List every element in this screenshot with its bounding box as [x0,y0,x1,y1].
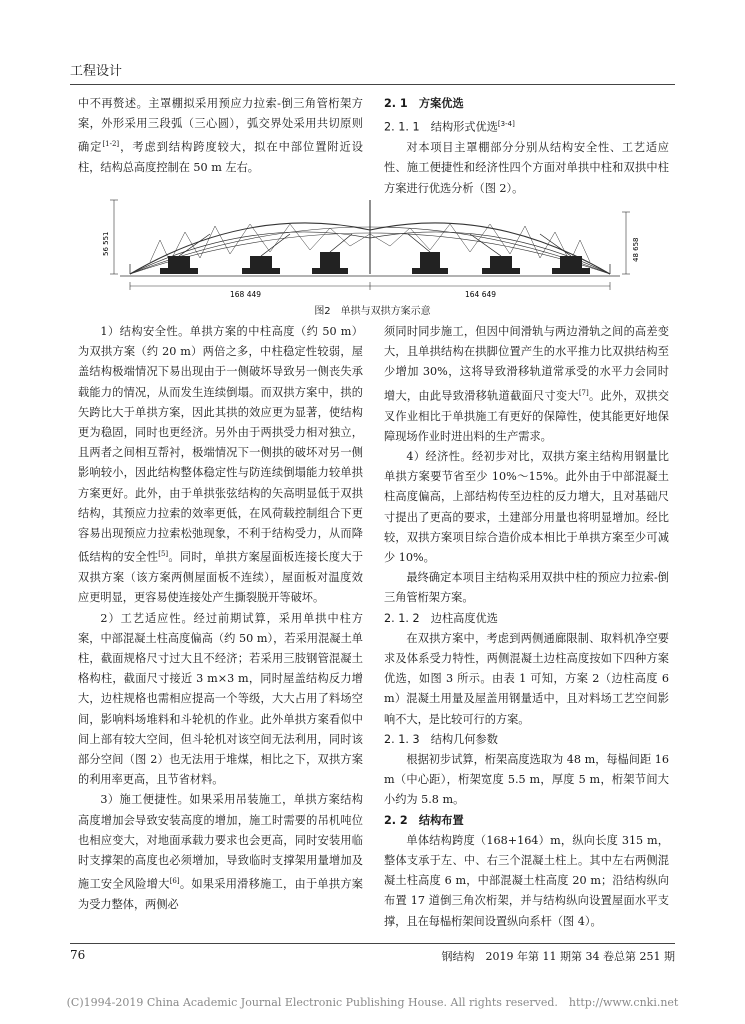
right-body-column [384,322,669,932]
intro-text-a: 中不再赘述。主罩棚拟采用预应力拉索-倒三角管桁架方案，外形采用三段弧（三心圆），弧交界处采用共切原则确定 [78,97,363,155]
citation-5: [5] [158,550,169,559]
safety-text-b: 。同时，单拱方案屋面板连接长度大于双拱方案（该方案两侧屋面板不连续），屋面板对温度效应更明显，更容易使连接处产生撕裂脱开等破坏。 [78,550,363,605]
intro-text-b: ，考虑到结构跨度较大，拟在中部位置附近设柱，结构总高度控制在 50 m 左右。 [78,141,363,175]
intro-paragraph [78,94,363,179]
heading-2-1-1-text: 2. 1. 1 结构形式优选 [384,120,498,134]
edge-column-paragraph: 在双拱方案中，考虑到两侧通廊限制、取料机净空要求及体系受力特性，两侧混凝土边柱高度按如下四种方案优选，如图 3 所示。由表 1 可知，方案 2（边柱高度 6 m）混凝土用量及屋盖用钢量适中，且对料场工艺空间影响不大，是比较可行的方案。 [384,631,669,726]
journal-info: 钢结构 2019 年第 11 期第 34 卷总第 251 期 [441,950,675,963]
right-top-column [384,94,669,199]
layout-paragraph: 单体结构跨度（168+164）m，纵向长度 315 m，整体支承于左、中、右三个混凝土柱上。其中左右两侧混凝土柱高度 6 m，中部混凝土柱高度 20 m；沿结构纵向布置 17 道倒三角次桁架，并与结构纵向设置屋面水平支撑，且在每榀桁架间设置纵向系杆（图 4）。 [384,833,669,928]
safety-paragraph [78,322,363,609]
dim-right-height: 48 658 [632,237,640,262]
figure-2-caption: 图2 单拱与双拱方案示意 [314,306,431,317]
dim-left-span: 168 449 [230,290,262,299]
citation-3-4: [3-4] [497,120,515,129]
header-rule [70,84,675,85]
selection-paragraph: 对本项目主罩棚部分分别从结构安全性、工艺适应性、施工便捷性和经济性四个方面对单拱中柱和双拱中柱方案进行优选分析（图 2）。 [384,141,669,195]
process-paragraph: 2）工艺适应性。经过前期试算，采用单拱中柱方案，中部混凝土柱高度偏高（约 50 m），若采用混凝土单柱，截面规格尺寸过大且不经济；若采用三肢钢管混凝土格构柱，截面尺寸接近 3 m×3 m，同时屋盖结构反力增大，边柱规格也需相应提高一个等级，大大占用了料场空间，影响料场堆料和斗轮机的作业。此外单拱方案看似中间上部有较大空间，但斗轮机对该空间无法利用，同时该部分空间（图 2）也无法用于堆煤，相比之下，双拱方案的利用率更高，且节省材料。 [78,611,363,787]
geometry-paragraph: 根据初步试算，桁架高度选取为 48 m，每榀间距 16 m（中心距），桁架宽度 5.5 m，厚度 5 m，桁架节间大小约为 5.8 m。 [384,753,669,807]
sliding-paragraph [384,322,669,447]
construction-text-b: 。如果采用滑移施工，由于单拱方案为受力整体，两侧必 [78,877,363,912]
left-body-column [78,322,363,915]
left-top-column [78,94,363,179]
citation-6: [6] [169,877,180,886]
sliding-text-b: 。此外，双拱交叉作业相比于单拱施工有更好的保障性，使其能更好地保障现场作业时进出料的生产需求。 [384,389,669,443]
heading-2-1-2: 2. 1. 2 边柱高度优选 [384,611,498,625]
heading-2-2: 2. 2 结构布置 [384,813,464,827]
dim-right-span: 164 649 [465,290,497,299]
heading-2-1-1 [384,114,669,138]
copyright-watermark: (C)1994-2019 China Academic Journal Electronic Publishing House. All rights reserved. http://www.cnki.net [66,996,679,1009]
running-header: 工程设计 [70,64,123,79]
conclusion-paragraph: 最终确定本项目主结构采用双拱中柱的预应力拉索-倒三角管桁架方案。 [384,571,669,605]
footer-rule [70,943,675,944]
safety-text-a: 1）结构安全性。单拱方案的中柱高度（约 50 m）为双拱方案（约 20 m）两倍之多，中柱稳定性较弱，屋盖结构极端情况下易出现由于一侧破坏导致另一侧丧失承载能力的情况，从而发生连续倒塌。而双拱方案中，拱的矢跨比大于单拱方案，因此其拱的效应更为显著，使结构更为稳固，同时也更经济。另外由于两拱受力相对独立，且两者之间相互帮衬，极端情况下一侧拱的破坏对另一侧影响较小，因此结构整体稳定性与防连续倒塌能力较单拱方案更好。此外，由于单拱张弦结构的矢高明显低于双拱结构，其预应力拉索的效率更低，在风荷载控制组合下更容易出现预应力拉索松弛现象，不利于结构受力，从而降低结构的安全性 [78,325,363,564]
heading-2-1: 2. 1 方案优选 [384,97,464,110]
heading-2-1-3: 2. 1. 3 结构几何参数 [384,732,498,746]
economy-paragraph: 4）经济性。经初步对比，双拱方案主结构用钢量比单拱方案要节省至少 10%～15%。此外由于中部混凝土柱高度偏高，上部结构传至边柱的反力增大，且对基础尺寸提出了更高的要求，土建部分用量也将明显增加。经比较，双拱方案项目综合造价成本相比于单拱方案至少可减少 10%。 [384,449,669,564]
construction-text-a: 3）施工便捷性。如果采用吊装施工，单拱方案结构高度增加会导致安装高度的增加，施工时需要的吊机吨位也相应变大，对地面承载力要求也会更高，同时安装用临时支撑架的高度也必须增加，导致临时支撑架用量增加及施工安全风险增大 [78,793,363,891]
figure-2-diagram [90,190,650,300]
construction-paragraph [78,790,363,915]
citation-7: [7] [578,388,589,397]
citation-1-2: [1-2] [102,140,120,149]
dim-left-height: 56 551 [102,231,110,256]
sliding-text-a: 须同时同步施工，但因中间滑轨与两边滑轨之间的高差变大，且单拱结构在拱脚位置产生的水平推力比双拱结构至少增加 30%，这将导致滑移轨道常承受的水平力会同时增大，由此导致滑移轨道截面尺寸变大 [384,325,669,403]
page-number: 76 [70,948,86,962]
